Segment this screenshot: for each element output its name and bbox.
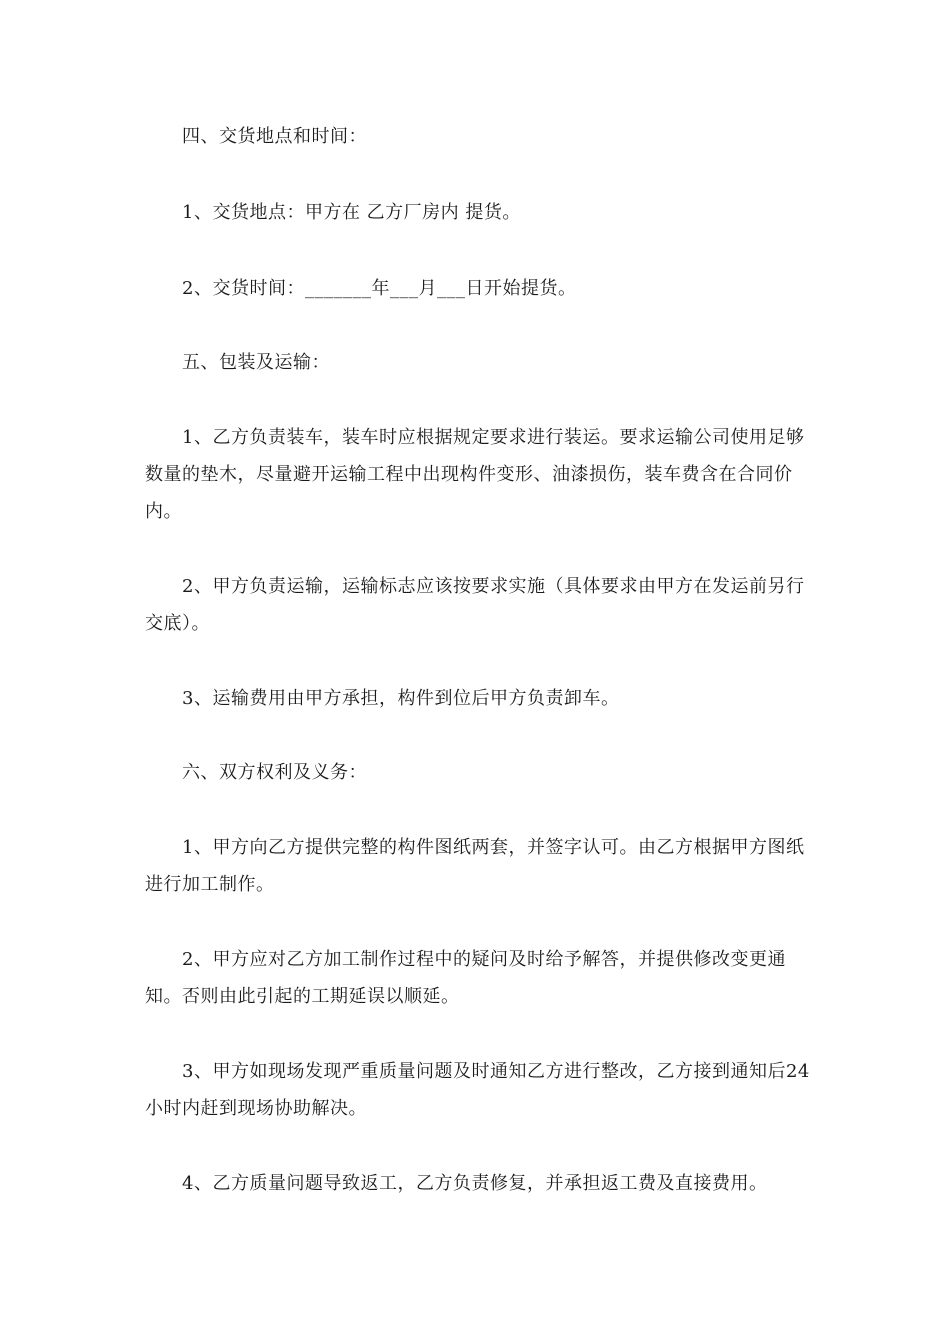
quality-issue-clause: 3、甲方如现场发现严重质量问题及时通知乙方进行整改，乙方接到通知后24小时内赶到现场协助解决。 — [145, 1061, 810, 1119]
transport-cost-clause: 3、运输费用由甲方承担，构件到位后甲方负责卸车。 — [182, 688, 620, 709]
section-heading-packaging: 五、包装及运输： — [182, 352, 330, 373]
delivery-location-clause: 1、交货地点：甲方在 乙方厂房内 提货。 — [182, 202, 521, 223]
delivery-time-clause: 2、交货时间：_______年___月___日开始提货。 — [182, 278, 577, 299]
rework-clause: 4、乙方质量问题导致返工，乙方负责修复，并承担返工费及直接费用。 — [182, 1173, 768, 1194]
transport-clause: 2、甲方负责运输，运输标志应该按要求实施（具体要求由甲方在发运前另行交底）。 — [145, 576, 805, 634]
drawings-clause: 1、甲方向乙方提供完整的构件图纸两套，并签字认可。由乙方根据甲方图纸进行加工制作。 — [145, 837, 805, 895]
queries-clause: 2、甲方应对乙方加工制作过程中的疑问及时给予解答，并提供修改变更通知。否则由此引起的工期延误以顺延。 — [145, 949, 786, 1007]
section-heading-rights: 六、双方权利及义务： — [182, 762, 367, 783]
loading-clause: 1、乙方负责装车，装车时应根据规定要求进行装运。要求运输公司使用足够数量的垫木，尽量避开运输工程中出现构件变形、油漆损伤，装车费含在合同价内。 — [145, 427, 805, 522]
section-heading-delivery: 四、交货地点和时间： — [182, 126, 367, 147]
